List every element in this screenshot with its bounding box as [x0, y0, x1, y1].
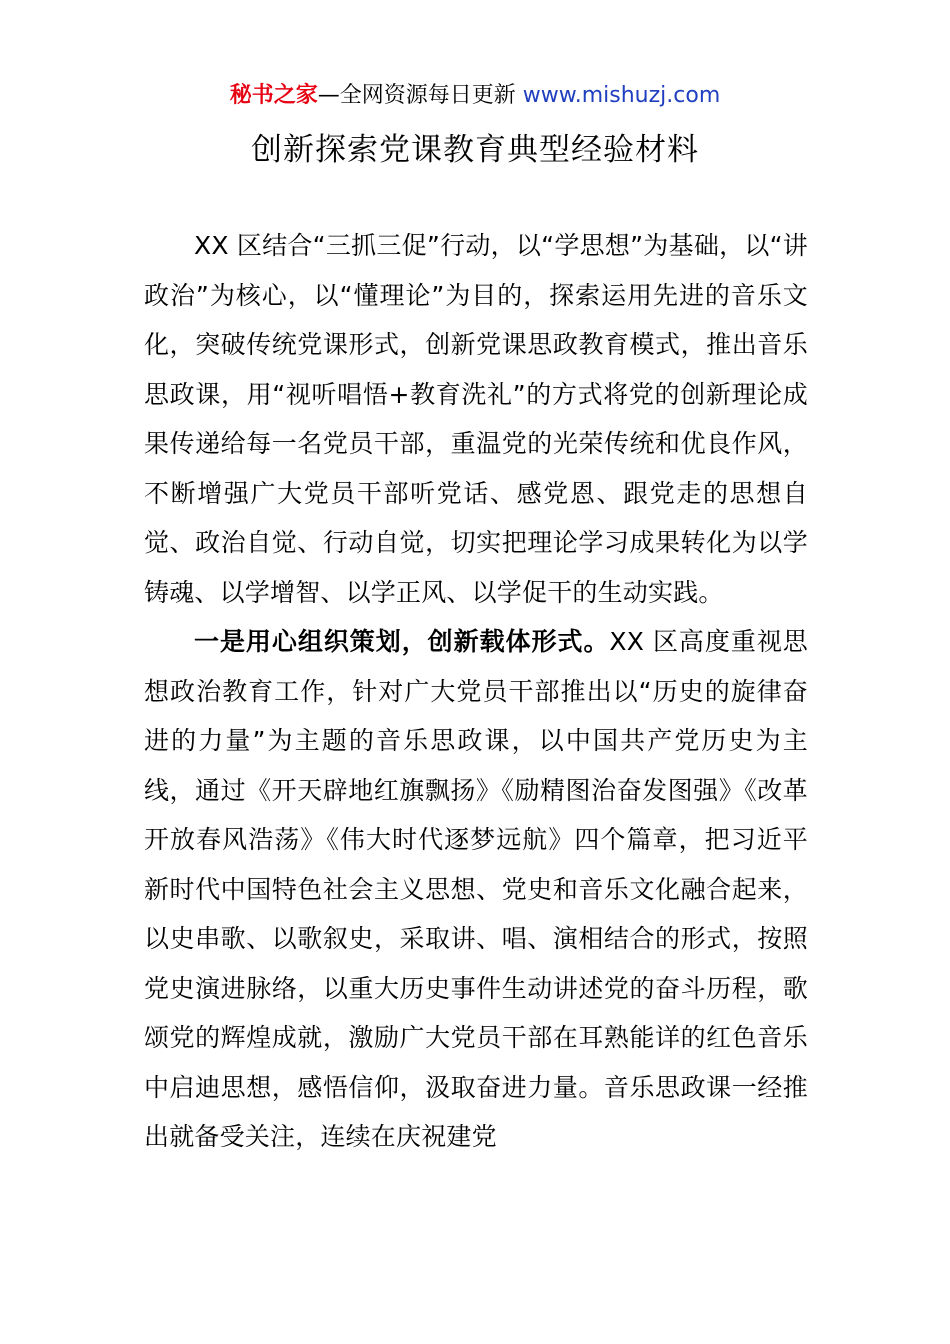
paragraph-intro-text: XX 区结合“三抓三促”行动，以“学思想”为基础，以“讲政治”为核心，以“懂理论”为目的，探索运用先进的音乐文化，突破传统党课形式，创新党课思政教育模式，推出音乐思政课，用“视听唱悟+教育洗礼”的方式将党的创新理论成果传递给每一名党员干部，重温党的光荣传统和优良作风，不断增强广大党员干部听党话、感党恩、跟党走的思想自觉、政治自觉、行动自觉，切实把理论学习成果转化为以学铸魂、以学增智、以学正风、以学促干的生动实践。 [144, 231, 808, 607]
site-brand: 秘书之家 [229, 83, 318, 108]
document-body [144, 221, 808, 1162]
document-title: 创新探索党课教育典型经验材料 [251, 132, 699, 168]
site-tagline: —全网资源每日更新 [317, 83, 523, 108]
paragraph-point-one-lead: 一是用心组织策划，创新载体形式。 [194, 627, 610, 656]
site-url-link[interactable]: www.mishuzj.com [522, 83, 721, 108]
paragraph-intro [144, 221, 808, 617]
paragraph-point-one [144, 617, 808, 1162]
paragraph-point-one-text: XX 区高度重视思想政治教育工作，针对广大党员干部推出以“历史的旋律奋进的力量”为主题的音乐思政课，以中国共产党历史为主线，通过《开天辟地红旗飘扬》《励精图治奋发图强》《改革开放春风浩荡》《伟大时代逐梦远航》四个篇章，把习近平新时代中国特色社会主义思想、党史和音乐文化融合起来，以史串歌、以歌叙史，采取讲、唱、演相结合的形式，按照党史演进脉络，以重大历史事件生动讲述党的奋斗历程，歌颂党的辉煌成就，激励广大党员干部在耳熟能详的红色音乐中启迪思想，感悟信仰，汲取奋进力量。音乐思政课一经推出就备受关注，连续在庆祝建党 [144, 627, 808, 1151]
site-header [0, 80, 950, 112]
